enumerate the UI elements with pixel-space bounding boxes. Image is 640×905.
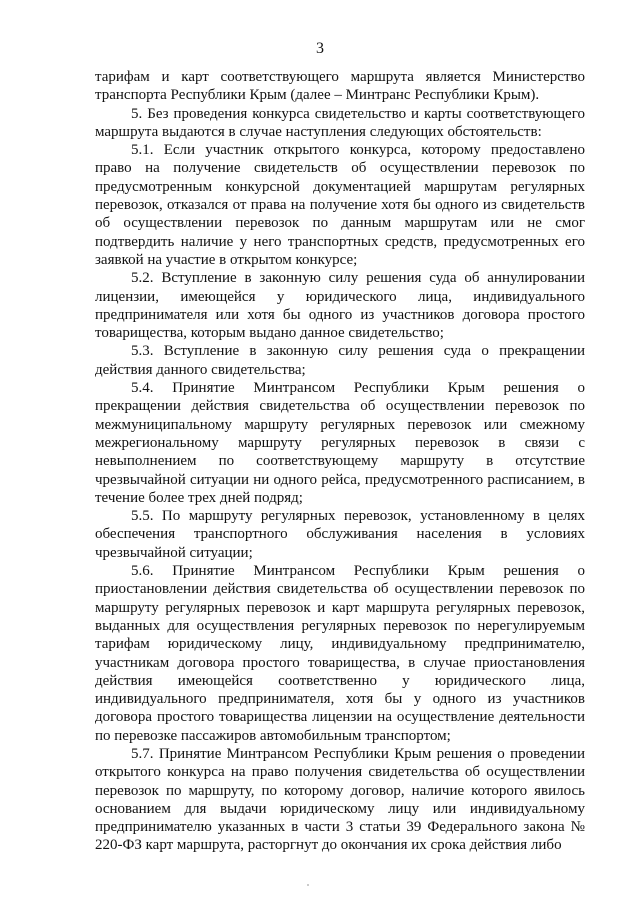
scan-dot bbox=[307, 884, 309, 886]
paragraph-5-3: 5.3. Вступление в законную силу решения суда о прекращении действия данного свидетельства; bbox=[95, 343, 585, 378]
paragraph-5: 5. Без проведения конкурса свидетельство и карты соответствующего маршрута выдаются в случае наступления следующих обстоятельств: bbox=[95, 105, 585, 140]
paragraph-5-5: 5.5. По маршруту регулярных перевозок, установленному в целях обеспечения транспортного обслуживания населения в условиях чрезвычайной ситуации; bbox=[95, 508, 585, 561]
paragraph-5-2: 5.2. Вступление в законную силу решения суда об аннулировании лицензии, имеющейся у юридического лица, индивидуального предпринимателя или хотя бы одного из участников договора простого товарищества, которым выдано данное свидетельство; bbox=[95, 270, 585, 342]
paragraph-5-6: 5.6. Принятие Минтрансом Республики Крым решения о приостановлении действия свидетельства об осуществлении перевозок по маршруту регулярных перевозок и карт маршрута регулярных перевозок, выданных для осуществления регулярных перевозок по нерегулируемым тарифам юридическому лицу, индивидуальному предпринимателю, участникам договора простого товарищества, в случае приостановления действия имеющейся соответственно у юридического лица, индивидуального предпринимателя, хотя бы у одного из участников договора простого товарищества лицензии на осуществление деятельности по перевозке пассажиров автомобильным транспортом; bbox=[95, 563, 585, 744]
document-body bbox=[95, 68, 585, 855]
paragraph-5-7: 5.7. Принятие Минтрансом Республики Крым решения о проведении открытого конкурса на право получения свидетельства об осуществлении перевозок по маршруту, по которому договор, наличие которого явилось основанием для выдачи юридическому лицу или индивидуальному предпринимателю указанных в части 3 статьи 39 Федерального закона № 220-ФЗ карт маршрута, расторгнут до окончания их срока действия либо bbox=[95, 745, 585, 854]
paragraph-5-4: 5.4. Принятие Минтрансом Республики Крым решения о прекращении действия свидетельства об осуществлении перевозок по межмуниципальному маршруту регулярных перевозок или смежному межрегиональному маршруту регулярных перевозок в связи с невыполнением по соответствующему маршруту в отсутствие чрезвычайной ситуации ни одного рейса, предусмотренного расписанием, в течение более трех дней подряд; bbox=[95, 380, 585, 506]
page-number: 3 bbox=[316, 40, 324, 57]
paragraph-continuation: тарифам и карт соответствующего маршрута является Министерство транспорта Республики Крым (далее – Минтранс Республики Крым). bbox=[95, 69, 585, 104]
paragraph-5-1: 5.1. Если участник открытого конкурса, которому предоставлено право на получение свидетельств об осуществлении перевозок по предусмотренным конкурсной документацией маршрутам регулярных перевозок, отказался от права на получение хотя бы одного из свидетельств об осуществлении перевозок по данным маршрутам или не смог подтвердить наличие у него транспортных средств, предусмотренных его заявкой на участие в открытом конкурсе; bbox=[95, 142, 585, 268]
